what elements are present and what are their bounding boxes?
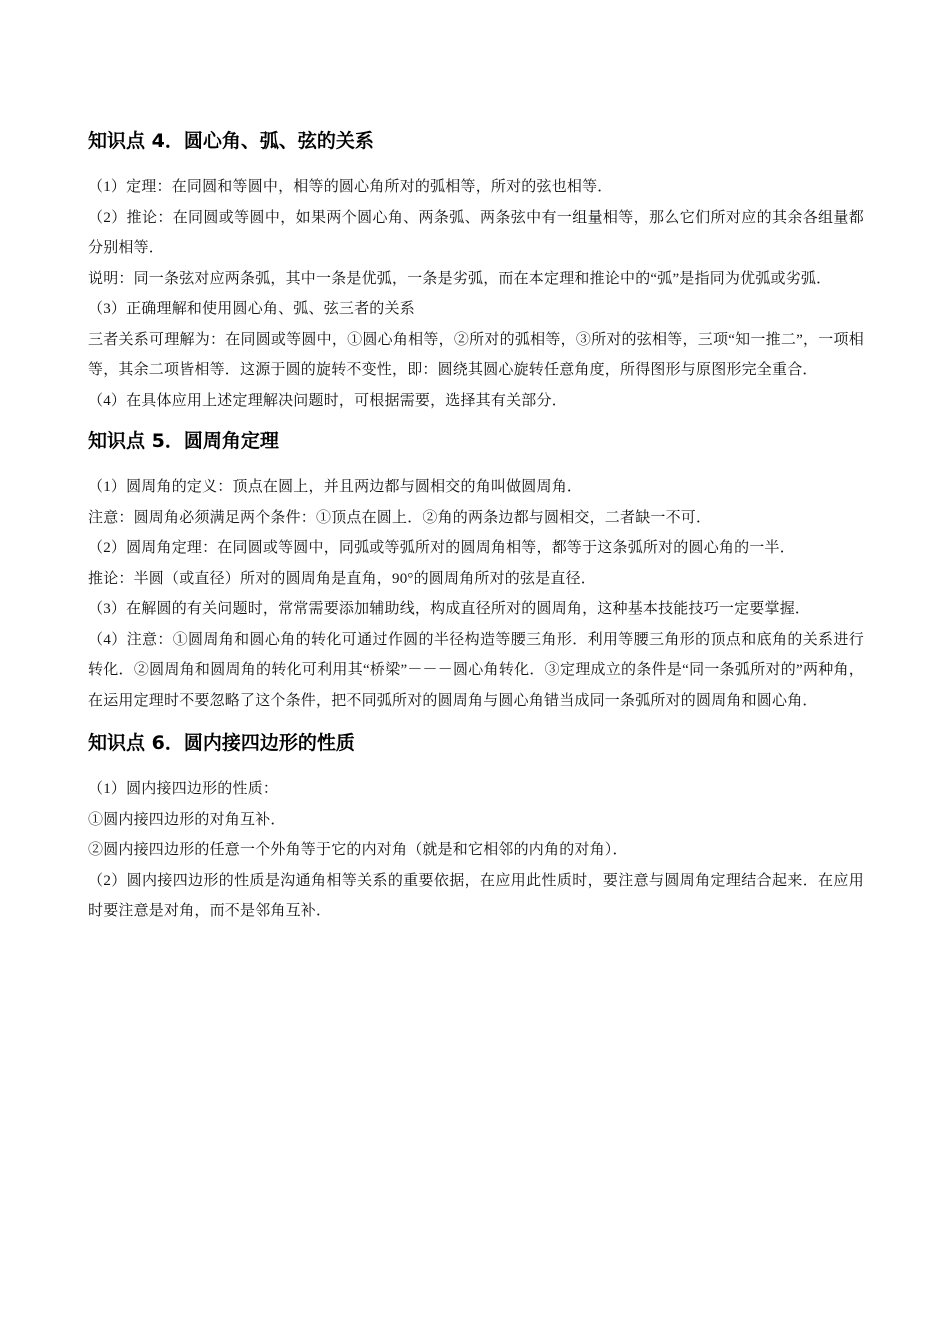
paragraph-list — [88, 472, 864, 716]
paragraph-list — [88, 172, 864, 416]
paragraph: （1）定理：在同圆和等圆中，相等的圆心角所对的弧相等，所对的弦也相等． — [88, 179, 613, 195]
paragraph: ②圆内接四边形的任意一个外角等于它的内对角（就是和它相邻的内角的对角）． — [88, 842, 628, 858]
paragraph: （2）圆内接四边形的性质是沟通角相等关系的重要依据，在应用此性质时，要注意与圆周角定理结合起来．在应用时要注意是对角，而不是邻角互补． — [88, 872, 864, 919]
section-heading: 知识点 6．圆内接四边形的性质 — [88, 732, 355, 754]
paragraph: 注意：圆周角必须满足两个条件：①顶点在圆上．②角的两条边都与圆相交，二者缺一不可． — [88, 509, 712, 526]
paragraph: 说明：同一条弦对应两条弧，其中一条是优弧，一条是劣弧，而在本定理和推论中的“弧”是指同为优弧或劣弧． — [88, 270, 832, 287]
paragraph-list — [88, 774, 864, 927]
section-knowledge-point-6 — [88, 730, 864, 927]
paragraph: （4）注意：①圆周角和圆心角的转化可通过作圆的半径构造等腰三角形．利用等腰三角形的顶点和底角的关系进行转化．②圆周角和圆周角的转化可利用其“桥梁”－－－圆心角转化．③定理成立的条件是“同一条弧所对的”两种角，在运用定理时不要忽略了这个条件，把不同弧所对的圆周角与圆心角错当成同一条弧所对的圆周角和圆心角． — [88, 631, 864, 709]
paragraph: （4）在具体应用上述定理解决问题时，可根据需要，选择其有关部分． — [88, 392, 567, 409]
paragraph: ①圆内接四边形的对角互补． — [88, 811, 286, 828]
paragraph: 推论：半圆（或直径）所对的圆周角是直角，90°的圆周角所对的弦是直径． — [88, 570, 597, 587]
paragraph: （1）圆周角的定义：顶点在圆上，并且两边都与圆相交的角叫做圆周角． — [88, 479, 583, 495]
section-knowledge-point-5 — [88, 428, 864, 716]
paragraph: （3）在解圆的有关问题时，常常需要添加辅助线，构成直径所对的圆周角，这种基本技能技巧一定要掌握． — [88, 601, 811, 617]
paragraph: 三者关系可理解为：在同圆或等圆中，①圆心角相等，②所对的弧相等，③所对的弦相等，三项“知一推二”，一项相等，其余二项皆相等．这源于圆的旋转不变性，即：圆绕其圆心旋转任意角度，所得图形与原图形完全重合． — [88, 331, 864, 378]
paragraph: （2）推论：在同圆或等圆中，如果两个圆心角、两条弧、两条弦中有一组量相等，那么它们所对应的其余各组量都分别相等． — [88, 209, 864, 256]
document-content — [88, 128, 864, 927]
section-heading: 知识点 5．圆周角定理 — [88, 430, 279, 452]
paragraph: （3）正确理解和使用圆心角、弧、弦三者的关系 — [88, 301, 415, 317]
paragraph: （2）圆周角定理：在同圆或等圆中，同弧或等弧所对的圆周角相等，都等于这条弧所对的圆心角的一半． — [88, 540, 795, 556]
paragraph: （1）圆内接四边形的性质： — [88, 781, 279, 797]
section-heading: 知识点 4．圆心角、弧、弦的关系 — [88, 130, 374, 152]
section-knowledge-point-4 — [88, 128, 864, 416]
